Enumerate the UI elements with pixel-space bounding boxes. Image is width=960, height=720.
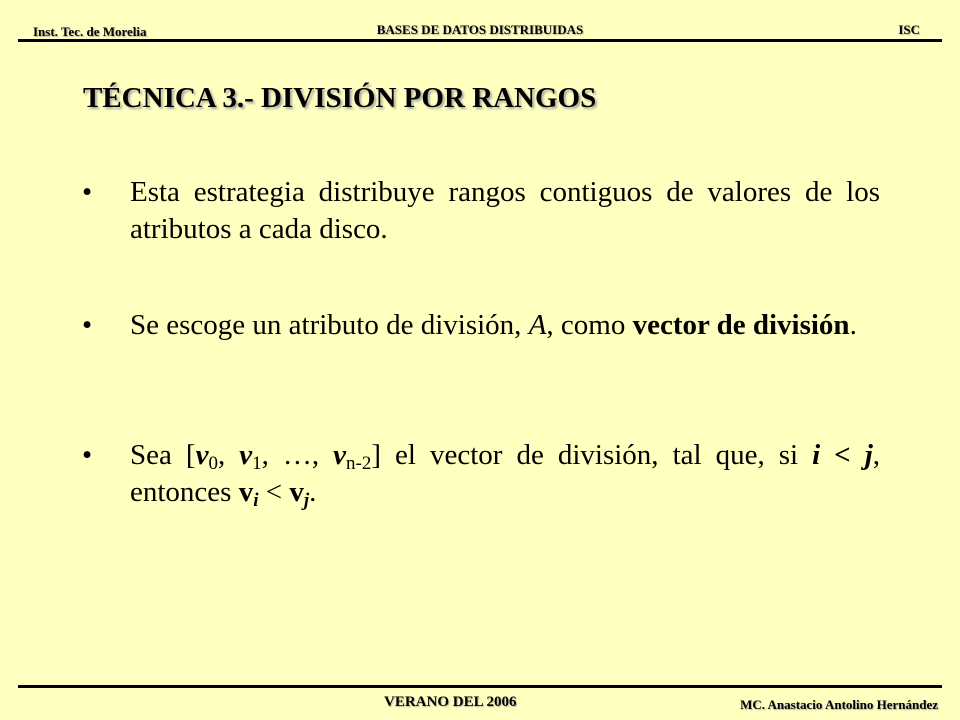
bullet-marker: • xyxy=(82,439,93,471)
vector-symbol: v xyxy=(238,476,254,508)
subscript: 0 xyxy=(208,453,218,474)
text-run: , xyxy=(217,439,240,471)
vector-symbol: v xyxy=(239,439,253,471)
emphasis-term: vector de división xyxy=(632,309,850,341)
text-run: Se escoge un atributo de división, xyxy=(130,309,529,341)
text-run: ] el vector de división, tal que, si xyxy=(371,439,813,471)
text-run: , entonces xyxy=(130,439,881,508)
bullet-text: Esta estrategia distribuye rangos contiguos de valores de los atributos a cada disco. xyxy=(130,176,880,245)
header-rule xyxy=(18,39,942,42)
bullet-marker: • xyxy=(82,176,93,208)
header-institution: Inst. Tec. de Morelia xyxy=(33,24,147,39)
bullet-marker: • xyxy=(82,309,93,341)
bullet-item-2 xyxy=(82,307,880,344)
subscript: i xyxy=(253,490,259,511)
subscript: 1 xyxy=(252,453,262,474)
text-run: , como xyxy=(546,309,633,341)
vector-symbol: v xyxy=(195,439,209,471)
text-run: , …, xyxy=(261,439,334,471)
less-than: < xyxy=(258,476,290,508)
text-run: . xyxy=(309,476,317,508)
header-program: ISC xyxy=(898,22,920,37)
footer-rule xyxy=(18,685,942,688)
slide-title: TÉCNICA 3.- DIVISIÓN POR RANGOS xyxy=(83,82,597,114)
footer-term: VERANO DEL 2006 xyxy=(384,694,517,710)
text-run: . xyxy=(849,309,857,341)
less-than: < xyxy=(820,439,865,471)
text-run: Sea [ xyxy=(130,439,196,471)
attribute-symbol: A xyxy=(528,309,547,341)
subscript: j xyxy=(303,490,310,511)
footer-author: MC. Anastacio Antolino Hernández xyxy=(740,697,938,712)
header-course: BASES DE DATOS DISTRIBUIDAS xyxy=(376,22,584,37)
bullet-text xyxy=(130,437,880,511)
bullet-item-3 xyxy=(82,437,880,511)
bullet-text xyxy=(130,307,880,344)
index-symbol: i xyxy=(812,439,821,471)
vector-symbol: v xyxy=(289,476,304,508)
bullet-item-1 xyxy=(82,174,880,248)
subscript: n-2 xyxy=(346,453,372,474)
index-symbol: j xyxy=(864,439,873,471)
vector-symbol: v xyxy=(333,439,347,471)
